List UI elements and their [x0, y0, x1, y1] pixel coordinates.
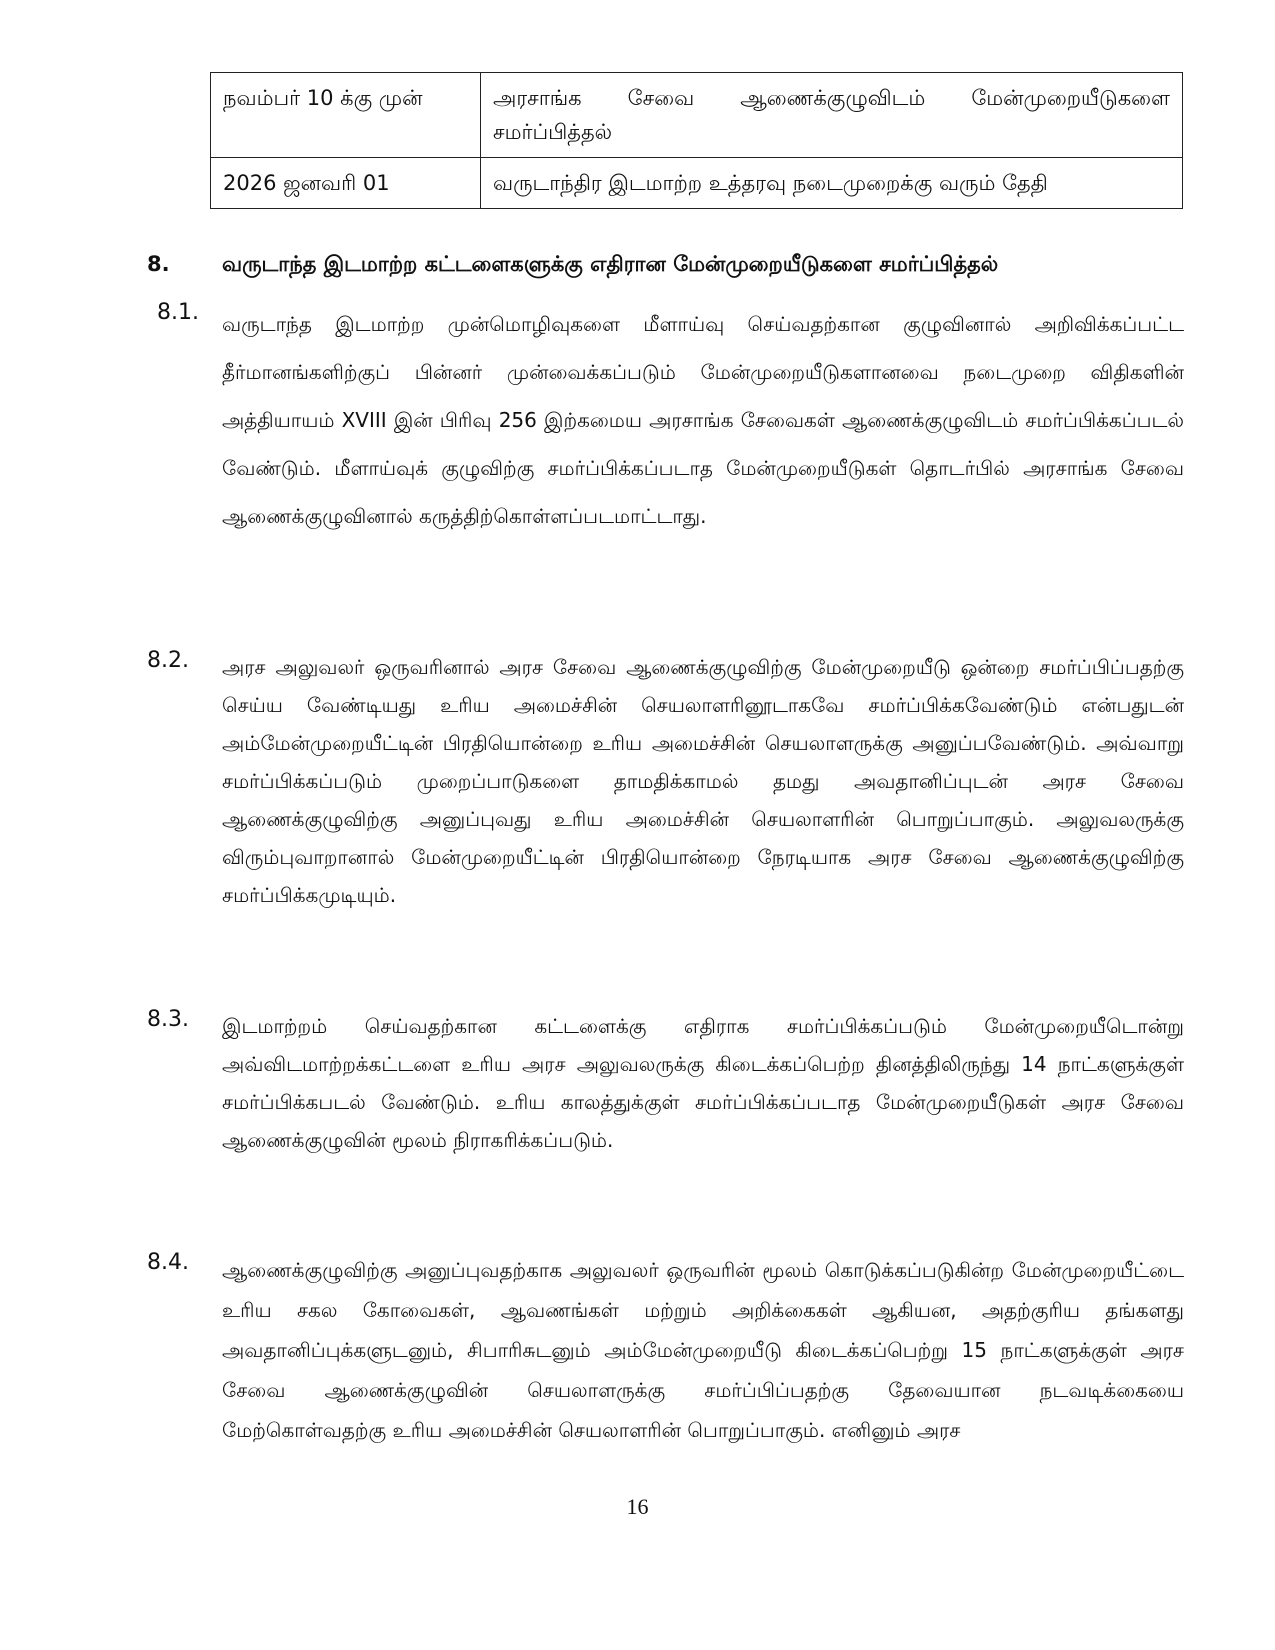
- paragraph-number: 8.2.: [147, 648, 189, 673]
- schedule-date: 2026 ஜனவரி 01: [211, 158, 481, 209]
- paragraph-number: 8.3.: [147, 1007, 189, 1032]
- table-row: [211, 73, 1183, 158]
- paragraph-text: வருடாந்த இடமாற்ற முன்மொழிவுகளை மீளாய்வு செய்வதற்கான குழுவினால் அறிவிக்கப்பட்ட தீர்மானங்களிற்குப் பின்னர் முன்வைக்கப்படும் மேன்முறையீடுகளானவை நடைமுறை விதிகளின் அத்தியாயம் XVIII இன் பிரிவு 256 இற்கமைய அரசாங்க சேவைகள் ஆணைக்குழுவிடம் சமர்ப்பிக்கப்படல் வேண்டும். மீளாய்வுக் குழுவிற்கு சமர்ப்பிக்கப்படாத மேன்முறையீடுகள் தொடர்பில் அரசாங்க சேவை ஆணைக்குழுவினால் கருத்திற்கொள்ளப்படமாட்டாது.: [222, 312, 1184, 528]
- paragraph-text: இடமாற்றம் செய்வதற்கான கட்டளைக்கு எதிராக சமர்ப்பிக்கப்படும் மேன்முறையீடொன்று அவ்விடமாற்றக்கட்டளை உரிய அரச அலுவலருக்கு கிடைக்கப்பெற்ற தினத்திலிருந்து 14 நாட்களுக்குள் சமர்ப்பிக்கபடல் வேண்டும். உரிய காலத்துக்குள் சமர்ப்பிக்கப்படாத மேன்முறையீடுகள் அரச சேவை ஆணைக்குழுவின் மூலம் நிராகரிக்கப்படும்.: [222, 1014, 1184, 1152]
- schedule-action: அரசாங்க சேவை ஆணைக்குழுவிடம் மேன்முறையீடுகளை சமர்ப்பித்தல்: [481, 73, 1183, 158]
- table-row: [211, 158, 1183, 209]
- paragraph-text: ஆணைக்குழுவிற்கு அனுப்புவதற்காக அலுவலர் ஒருவரின் மூலம் கொடுக்கப்படுகின்ற மேன்முறையீட்டை உரிய சகல கோவைகள், ஆவணங்கள் மற்றும் அறிக்கைகள் ஆகியன, அதற்குரிய தங்களது அவதானிப்புக்களுடனும், சிபாரிசுடனும் அம்மேன்முறையீடு கிடைக்கப்பெற்று 15 நாட்களுக்குள் அரச சேவை ஆணைக்குழுவின் செயலாளருக்கு சமர்ப்பிப்பதற்கு தேவையான நடவடிக்கையை மேற்கொள்வதற்கு உரிய அமைச்சின் செயலாளரின் பொறுப்பாகும். எனினும் அரச: [222, 1258, 1184, 1442]
- schedule-table: [210, 72, 1183, 209]
- paragraph-number: 8.1.: [157, 300, 199, 325]
- schedule-date: நவம்பர் 10 க்கு முன்: [211, 73, 481, 158]
- section-number: 8.: [147, 252, 170, 276]
- paragraph-text: அரச அலுவலர் ஒருவரினால் அரச சேவை ஆணைக்குழுவிற்கு மேன்முறையீடு ஒன்றை சமர்ப்பிப்பதற்கு செய்ய வேண்டியது உரிய அமைச்சின் செயலாளரினூடாகவே சமர்ப்பிக்கவேண்டும் என்பதுடன் அம்மேன்முறையீட்டின் பிரதியொன்றை உரிய அமைச்சின் செயலாளருக்கு அனுப்பவேண்டும். அவ்வாறு சமர்ப்பிக்கப்படும் முறைப்பாடுகளை தாமதிக்காமல் தமது அவதானிப்புடன் அரச சேவை ஆணைக்குழுவிற்கு அனுப்புவது உரிய அமைச்சின் செயலாளரின் பொறுப்பாகும். அலுவலருக்கு விரும்புவாறானால் மேன்முறையீட்டின் பிரதியொன்றை நேரடியாக அரச சேவை ஆணைக்குழுவிற்கு சமர்ப்பிக்கமுடியும்.: [222, 655, 1184, 907]
- page-number: 16: [626, 1494, 649, 1519]
- schedule-action: வருடாந்திர இடமாற்ற உத்தரவு நடைமுறைக்கு வரும் தேதி: [481, 158, 1183, 209]
- section-title: வருடாந்த இடமாற்ற கட்டளைகளுக்கு எதிரான மேன்முறையீடுகளை சமர்ப்பித்தல்: [222, 252, 999, 276]
- paragraph-number: 8.4.: [147, 1250, 189, 1275]
